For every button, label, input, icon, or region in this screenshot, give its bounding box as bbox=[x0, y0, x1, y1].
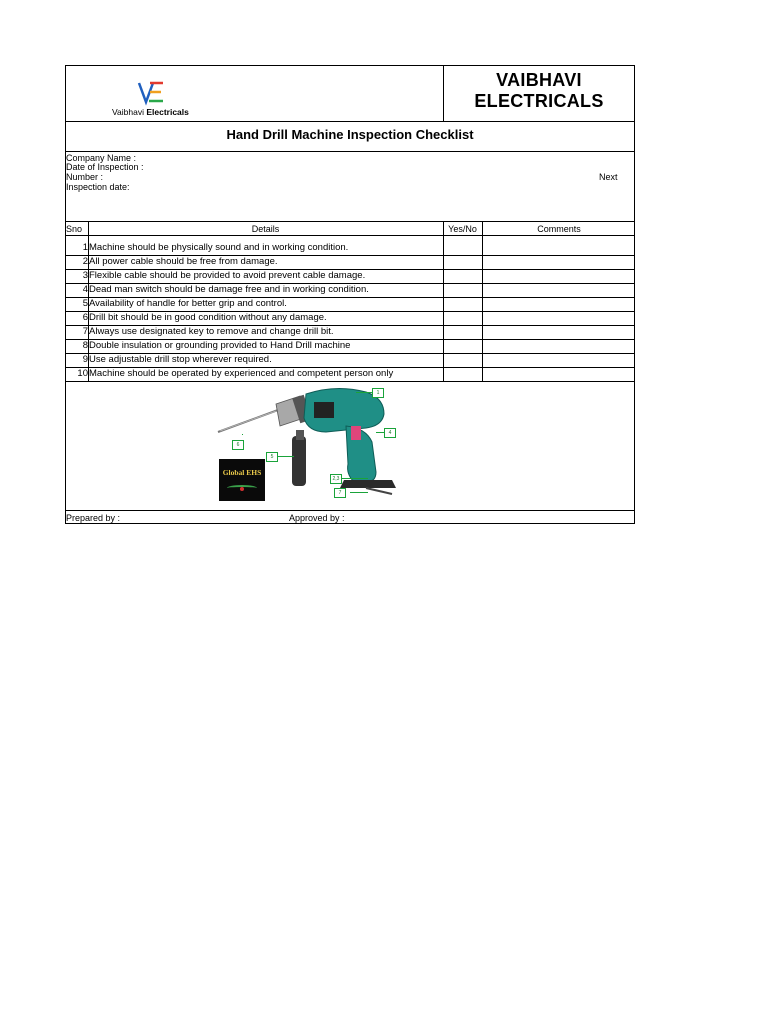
inspection-date-label: Inspection date: bbox=[66, 182, 130, 192]
row-sno: 1 bbox=[82, 242, 88, 253]
next-label: Next bbox=[599, 172, 618, 182]
row-details: All power cable should be free from damage. bbox=[89, 256, 278, 267]
page-title: Hand Drill Machine Inspection Checklist bbox=[226, 127, 474, 142]
checklist-sheet bbox=[65, 65, 635, 524]
approved-by-label: Approved by : bbox=[289, 513, 345, 523]
badge-dot-icon bbox=[240, 487, 244, 491]
row-details: Machine should be operated by experienced and competent person only bbox=[89, 368, 394, 379]
header-yes-no: Yes/No bbox=[448, 224, 477, 234]
row-details: Availability of handle for better grip and control. bbox=[89, 298, 287, 309]
row-sno: 3 bbox=[82, 270, 88, 281]
row-details: Flexible cable should be provided to avoid prevent cable damage. bbox=[89, 270, 366, 281]
company-logo bbox=[112, 80, 194, 116]
table-row bbox=[66, 298, 636, 312]
table-row bbox=[66, 354, 636, 368]
callout-tag: 1 bbox=[372, 388, 384, 398]
table-row bbox=[66, 312, 636, 326]
header-comments: Comments bbox=[537, 224, 581, 234]
callout-tag: 6 bbox=[232, 440, 244, 450]
table-row bbox=[66, 242, 636, 256]
company-name-label: Company Name : bbox=[66, 153, 137, 163]
brand-name bbox=[444, 70, 634, 112]
callout-tag: 5 bbox=[266, 452, 278, 462]
row-sno: 4 bbox=[82, 284, 88, 295]
row-sno: 2 bbox=[82, 256, 88, 267]
number-label: Number : bbox=[66, 172, 104, 182]
brand-line-2: ELECTRICALS bbox=[474, 91, 604, 111]
logo-mark-icon bbox=[134, 80, 174, 106]
table-row bbox=[66, 256, 636, 270]
row-sno: 9 bbox=[82, 354, 88, 365]
row-sno: 8 bbox=[82, 340, 88, 351]
table-row bbox=[66, 270, 636, 284]
callout-tag: 2,3 bbox=[330, 474, 342, 484]
row-sno: 5 bbox=[82, 298, 88, 309]
row-sno: 10 bbox=[77, 368, 88, 379]
badge-text: Global EHS bbox=[222, 468, 262, 477]
logo-text-bold: Electricals bbox=[146, 107, 189, 117]
row-details: Always use designated key to remove and change drill bit. bbox=[89, 326, 334, 337]
logo-text-plain: Vaibhavi bbox=[112, 107, 147, 117]
table-row bbox=[66, 340, 636, 354]
row-sno: 7 bbox=[82, 326, 88, 337]
callout-tag: 7 bbox=[334, 488, 346, 498]
row-details: Use adjustable drill stop wherever required. bbox=[89, 354, 272, 365]
prepared-by-label: Prepared by : bbox=[66, 513, 121, 523]
row-details: Dead man switch should be damage free and in working condition. bbox=[89, 284, 369, 295]
brand-line-1: VAIBHAVI bbox=[496, 70, 582, 90]
table-row bbox=[66, 368, 636, 382]
date-of-inspection-label: Date of Inspection : bbox=[66, 162, 144, 172]
callout-tag: 4 bbox=[384, 428, 396, 438]
row-sno: 6 bbox=[82, 312, 88, 323]
header-sno: Sno bbox=[66, 224, 83, 234]
global-ehs-badge bbox=[219, 459, 265, 501]
header-details: Details bbox=[251, 224, 280, 234]
table-row bbox=[66, 284, 636, 298]
row-details: Machine should be physically sound and in working condition. bbox=[89, 242, 349, 253]
row-details: Double insulation or grounding provided to Hand Drill machine bbox=[89, 340, 351, 351]
row-details: Drill bit should be in good condition without any damage. bbox=[89, 312, 327, 323]
table-row bbox=[66, 326, 636, 340]
